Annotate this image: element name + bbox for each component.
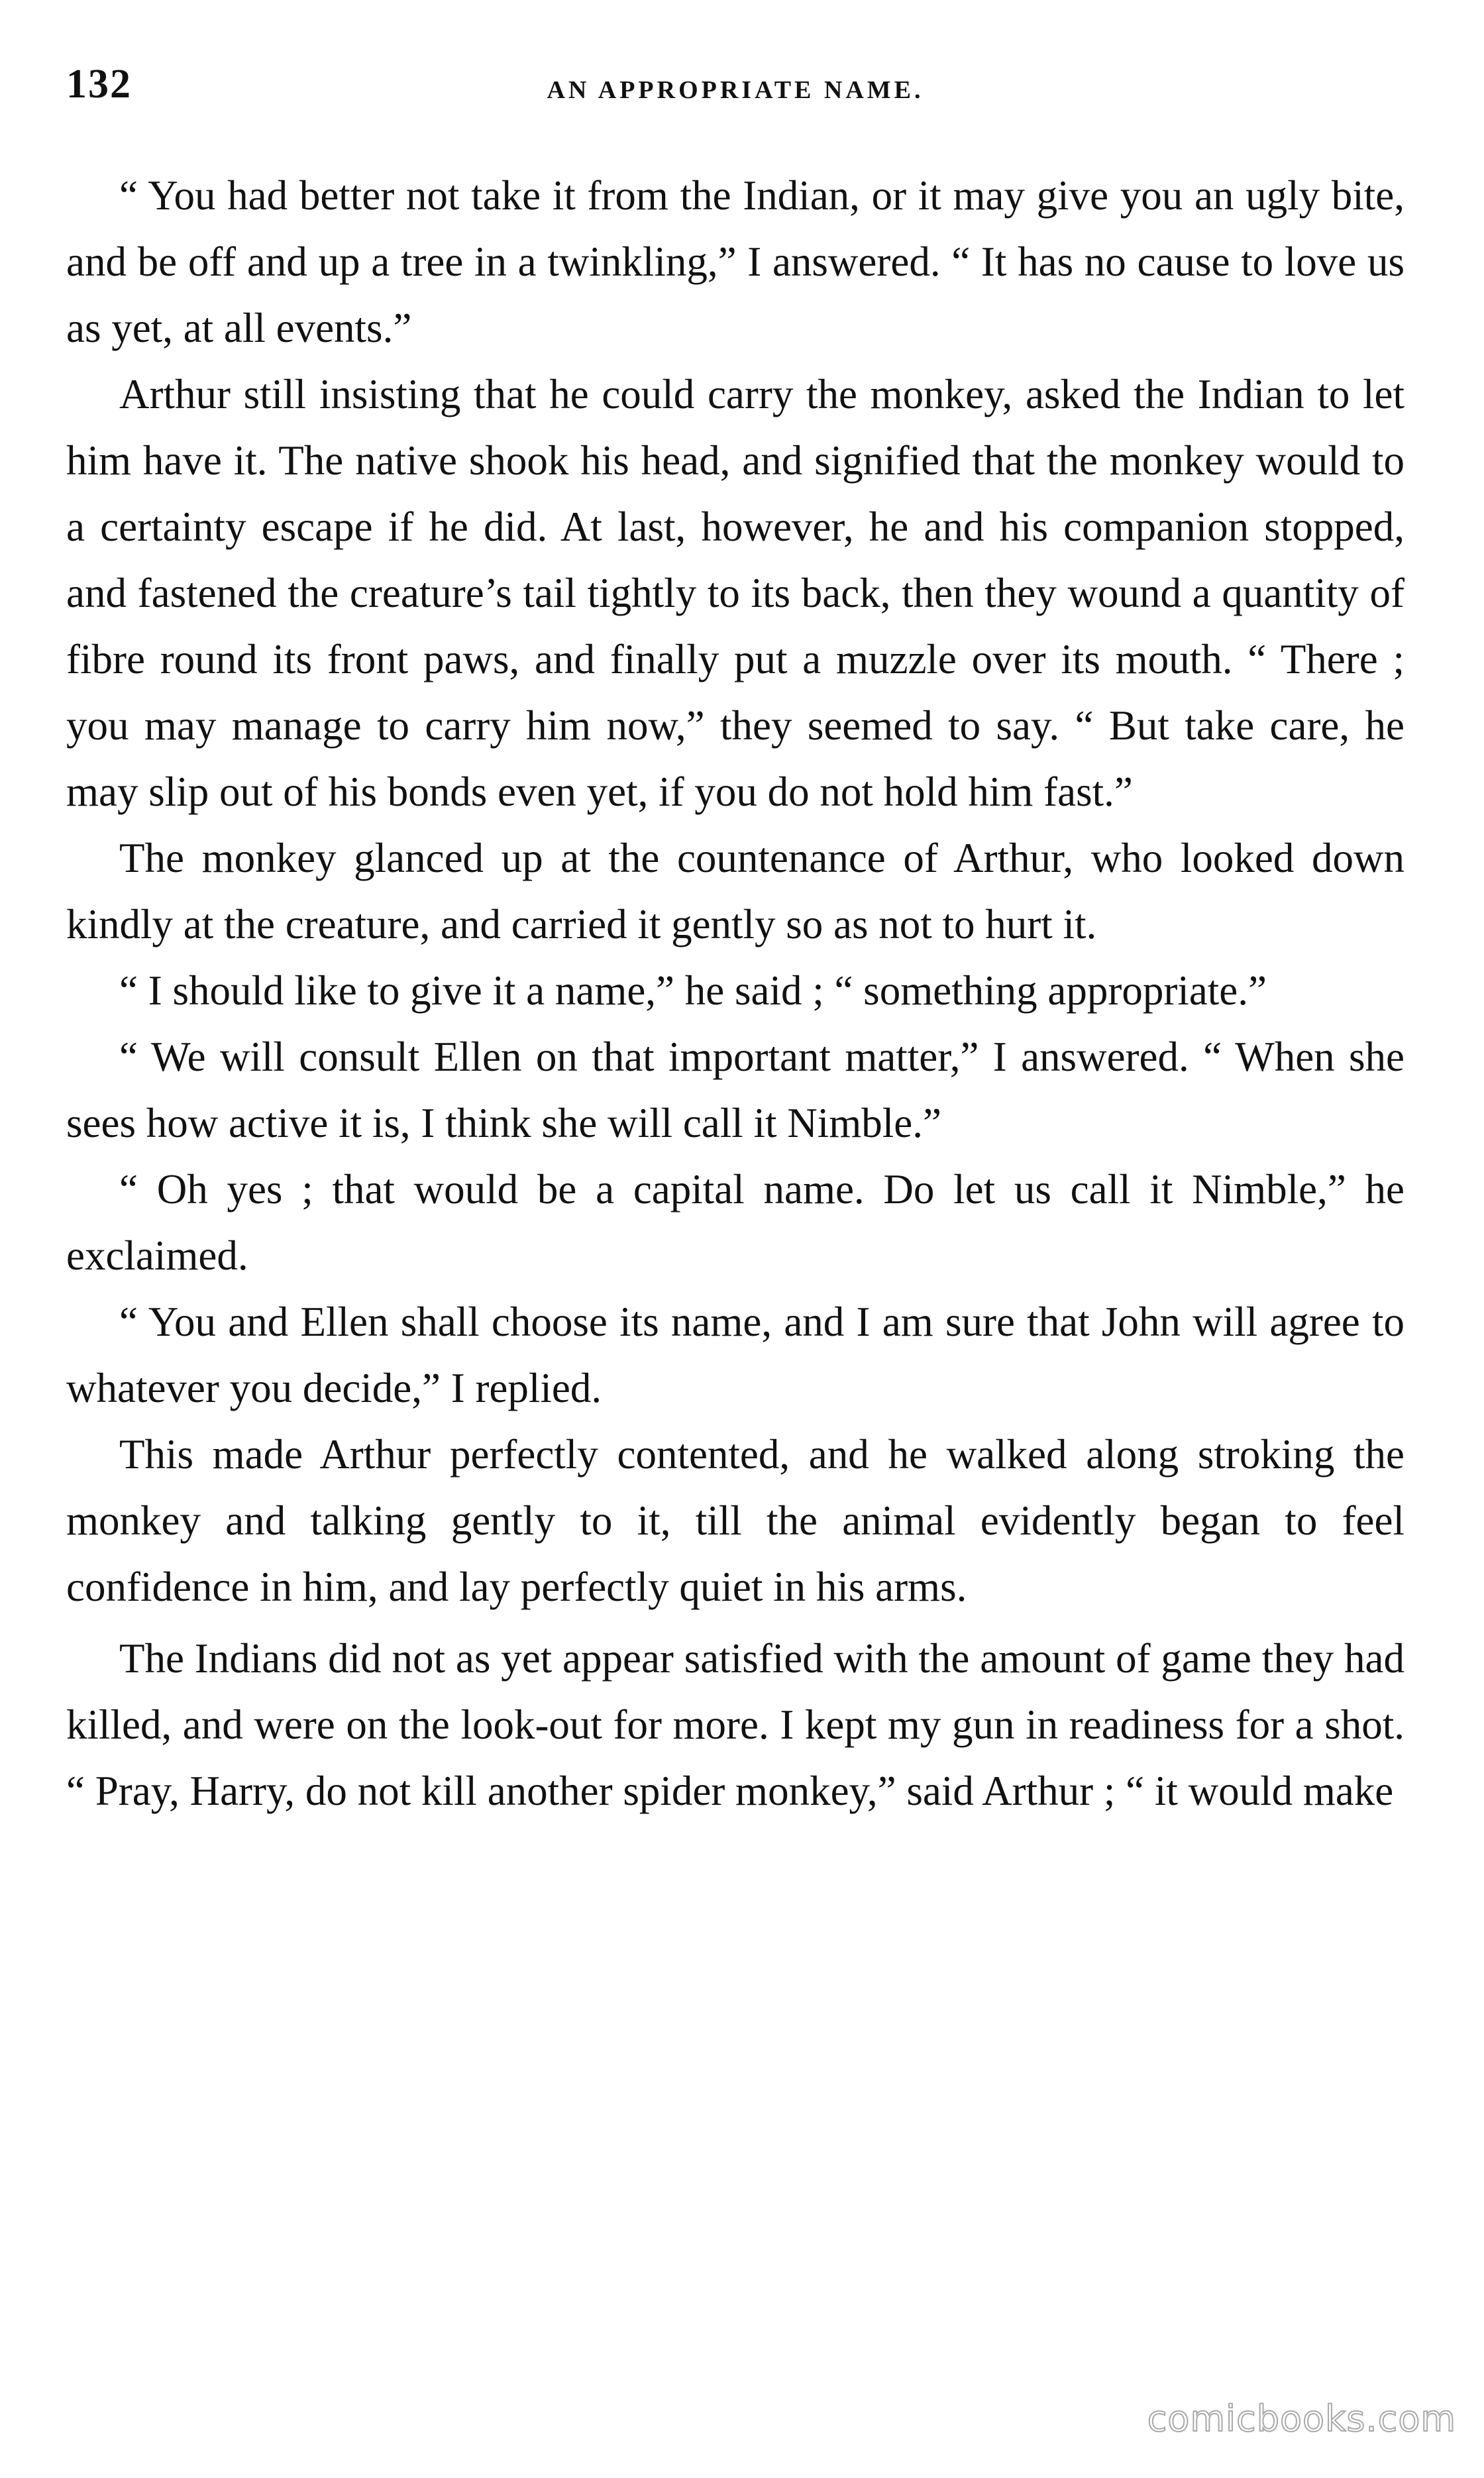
running-head xyxy=(66,61,1404,121)
paragraph: “ You and Ellen shall choose its name, and I am sure that John will agree to whatever you decide,” I replied. xyxy=(66,1299,1404,1411)
paragraph: “ I should like to give it a name,” he said ; “ something appropriate.” xyxy=(119,967,1267,1014)
paragraph: “ Oh yes ; that would be a capital name. Do let us call it Nimble,” he exclaimed. xyxy=(66,1166,1404,1279)
paragraph: “ You had better not take it from the Indian, or it may give you an ugly bite, and be off and up a tree in a twinkling,” I answered. “ It has no cause to love us as yet, at all events.” xyxy=(66,172,1404,351)
paragraph: The Indians did not as yet appear satisfied with the amount of game they had killed, and were on the look-out for more. I kept my gun in readiness for a shot. “ Pray, Harry, do not kill another spider monkey,” said Arthur ; “ it would make xyxy=(66,1635,1404,1814)
running-title: AN APPROPRIATE NAME. xyxy=(547,76,924,104)
paragraph: “ We will consult Ellen on that important matter,” I answered. “ When she sees how active it is, I think she will call it Nimble.” xyxy=(66,1034,1404,1146)
body-text xyxy=(66,162,1404,1824)
page-number: 132 xyxy=(66,62,132,107)
paragraph: Arthur still insisting that he could carry the monkey, asked the Indian to let him have it. The native shook his head, and signified that the monkey would to a certainty escape if he did. At last, however, he and his companion stopped, and fastened the creature’s tail tightly to its back, then they wound a quantity of fibre round its front paws, and finally put a muzzle over its mouth. “ There ; you may manage to carry him now,” they seemed to say. “ But take care, he may slip out of his bonds even yet, if you do not hold him fast.” xyxy=(66,371,1404,815)
paragraph: This made Arthur perfectly contented, and he walked along stroking the monkey and talking gently to it, till the animal evidently began to feel confidence in him, and lay perfectly quiet in his arms. xyxy=(66,1431,1404,1610)
watermark: comicbooks.com xyxy=(1147,2398,1456,2440)
paragraph: The monkey glanced up at the countenance of Arthur, who looked down kindly at the creature, and carried it gently so as not to hurt it. xyxy=(66,835,1404,947)
